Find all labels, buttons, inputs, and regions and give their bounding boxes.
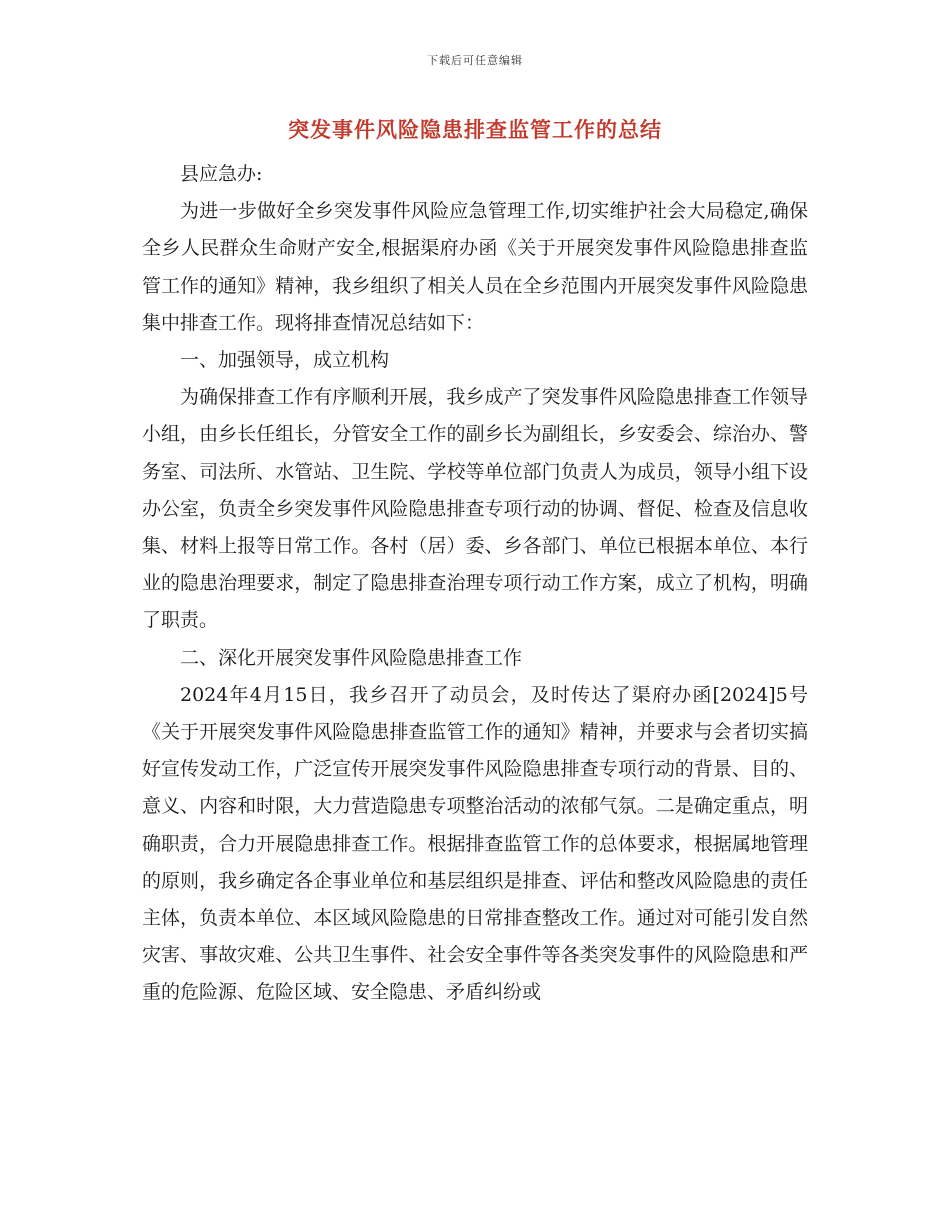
paragraph-section-2: 2024年4月15日，我乡召开了动员会，及时传达了渠府办函[2024]5号《关于开展突发事件风险隐患排查监管工作的通知》精神，并要求与会者切实搞好宣传发动工作，广泛宣传开展突发事件风险隐患排查专项行动的背景、目的、意义、内容和时限，大力营造隐患专项整治活动的浓郁气氛。二是确定重点，明确职责，合力开展隐患排查工作。根据排查监管工作的总体要求，根据属地管理的原则，我乡确定各企事业单位和基层组织是排查、评估和整改风险隐患的责任主体，负责本单位、本区域风险隐患的日常排查整改工作。通过对可能引发自然灾害、事故灾难、公共卫生事件、社会安全事件等各类突发事件的风险隐患和严重的危险源、危险区域、安全隐患、矛盾纠纷或 [142, 683, 808, 1004]
paragraph-section-1: 为确保排查工作有序顺利开展，我乡成产了突发事件风险隐患排查工作领导小组，由乡长任组长，分管安全工作的副乡长为副组长，乡安委会、综治办、警务室、司法所、水管站、卫生院、学校等单位部门负责人为成员，领导小组下设办公室，负责全乡突发事件风险隐患排查专项行动的协调、督促、检查及信息收集、材料上报等日常工作。各村（居）委、乡各部门、单位已根据本单位、本行业的隐患治理要求，制定了隐患排查治理专项行动工作方案，成立了机构，明确了职责。 [142, 386, 808, 632]
salutation: 县应急办: [180, 163, 263, 185]
section-heading-2: 二、深化开展突发事件风险隐患排查工作 [180, 646, 523, 669]
paragraph-intro: 为进一步做好全乡突发事件风险应急管理工作,切实维护社会大局稳定,确保全乡人民群众生命财产安全,根据渠府办函《关于开展突发事件风险隐患排查监管工作的通知》精神，我乡组织了相关人员在全乡范围内开展突发事件风险隐患集中排查工作。现将排查情况总结如下： [142, 200, 808, 334]
header-note: 下载后可任意编辑 [427, 54, 523, 67]
section-heading-1: 一、加强领导，成立机构 [180, 349, 390, 372]
document-title: 突发事件风险隐患排查监管工作的总结 [288, 117, 662, 142]
document-body [142, 156, 808, 1012]
